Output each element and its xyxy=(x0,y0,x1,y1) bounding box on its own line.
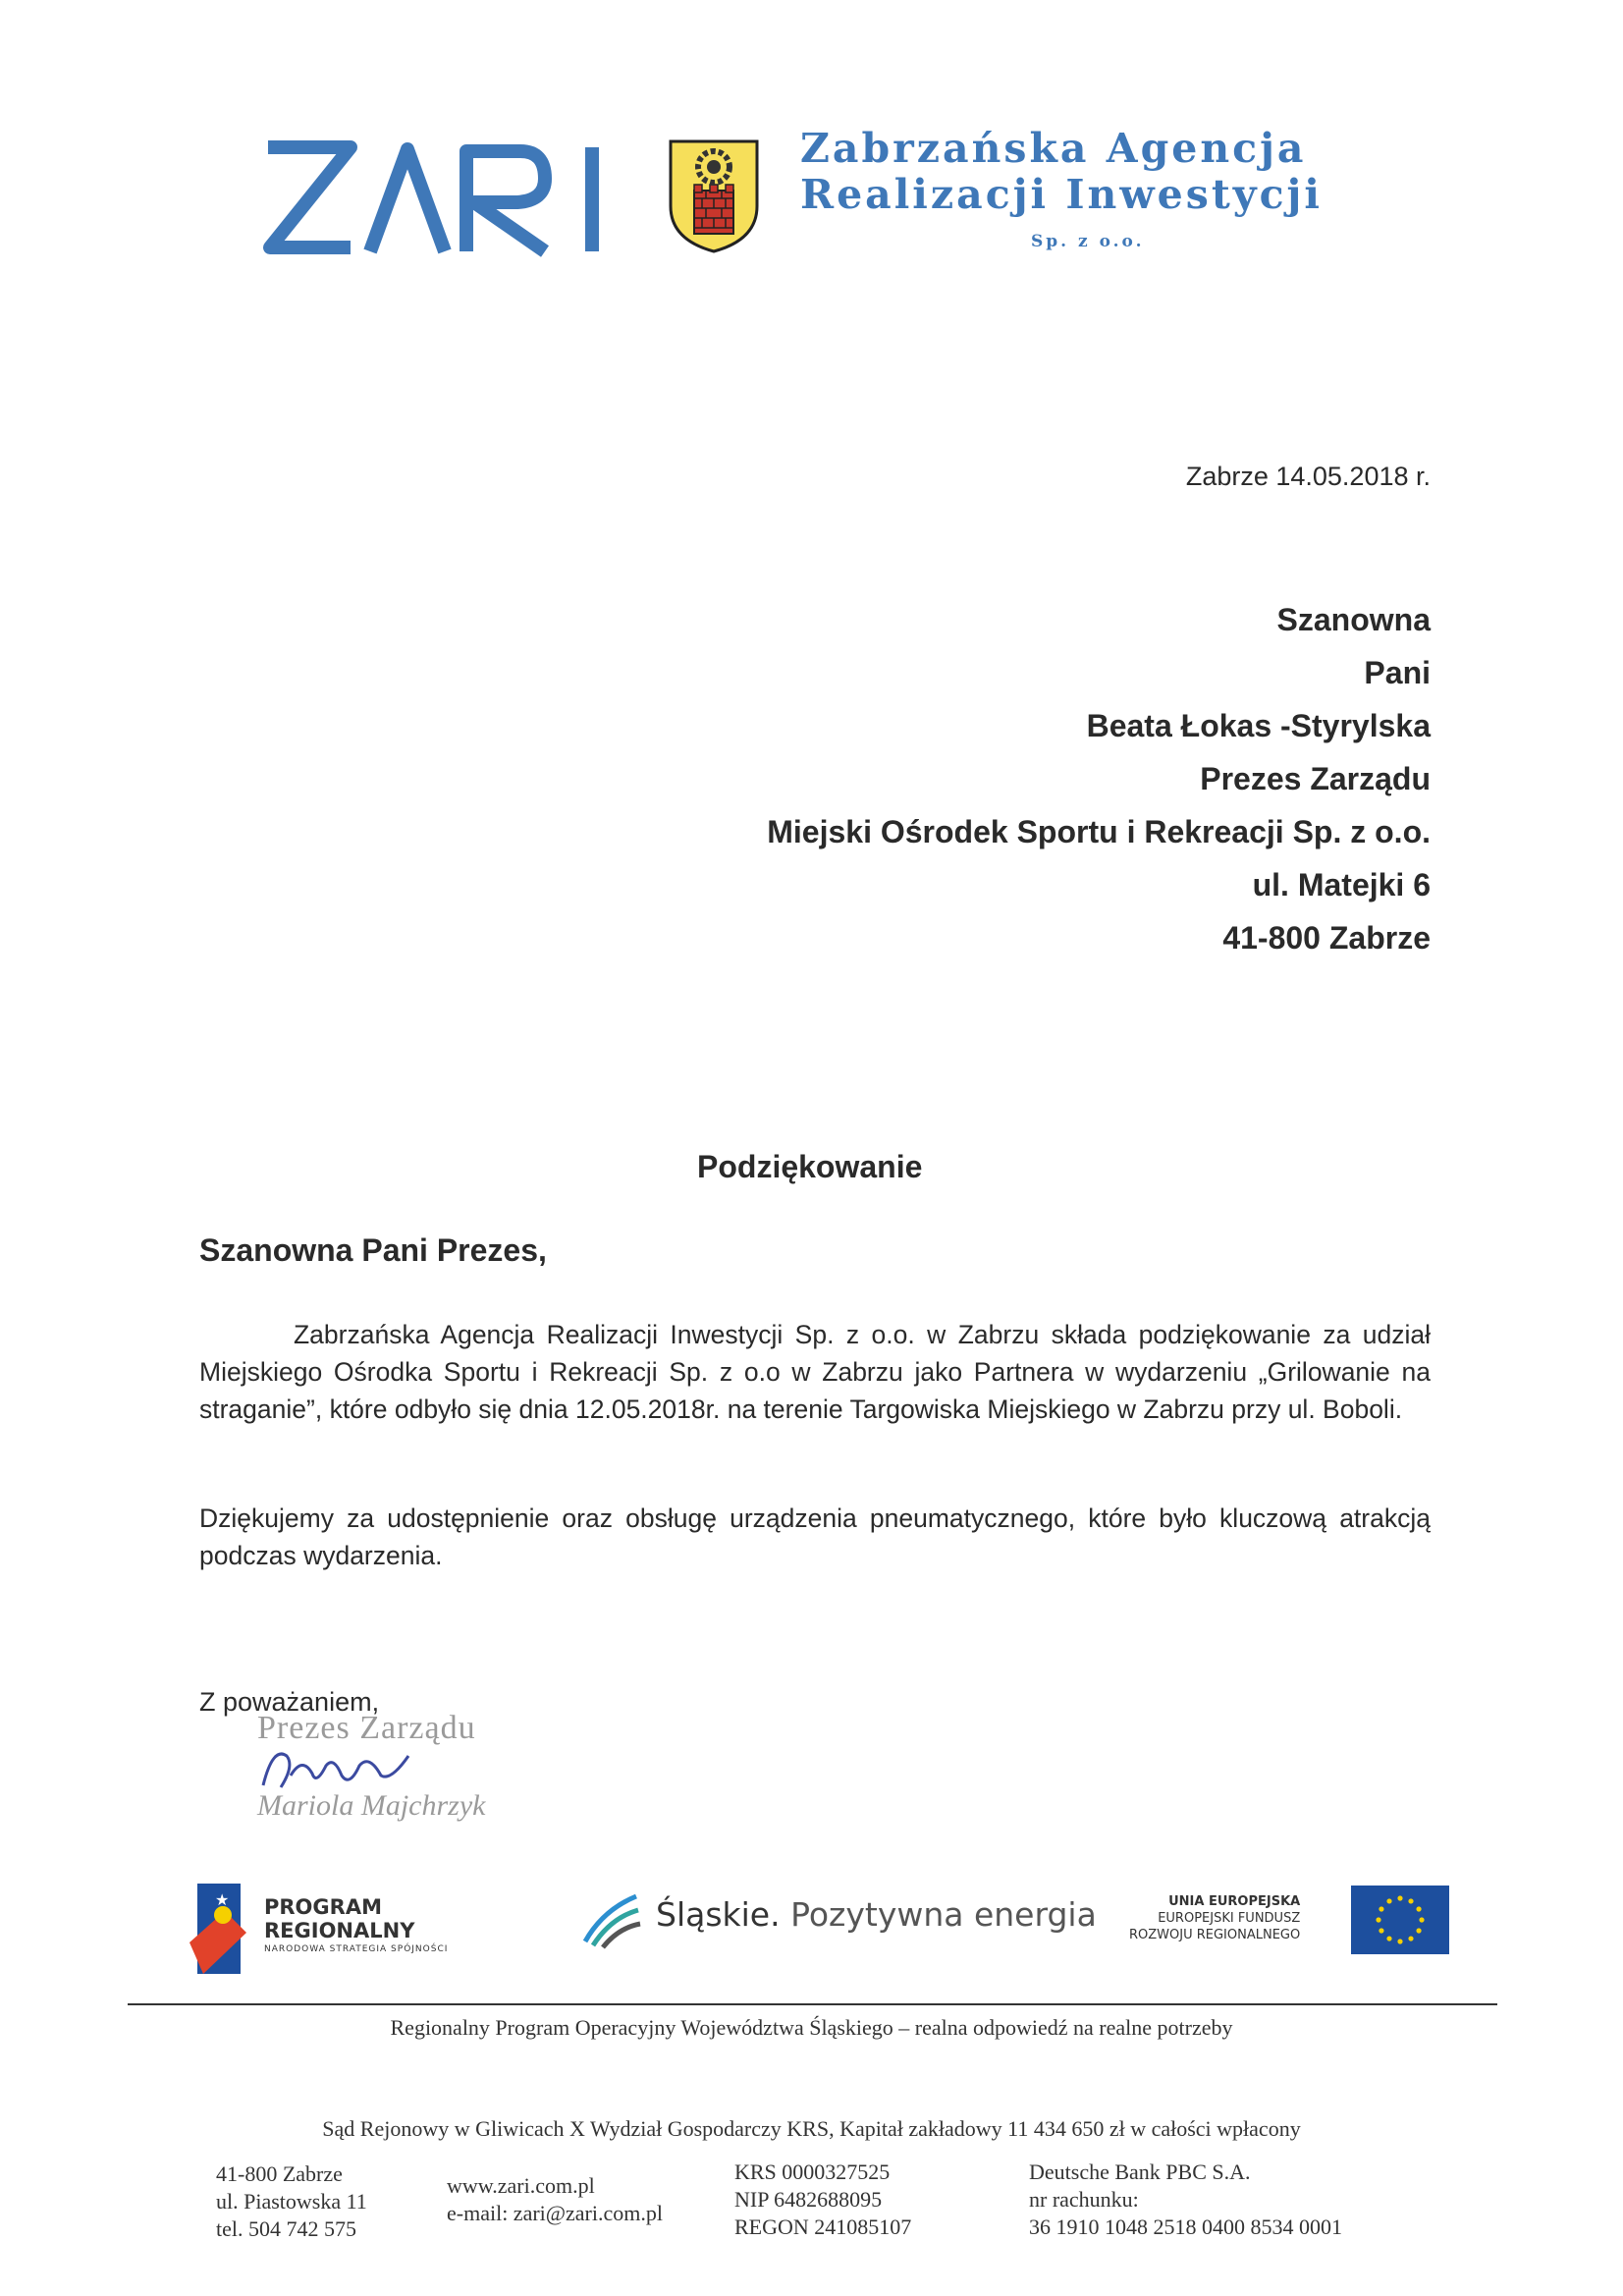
paragraph-1-text: Zabrzańska Agencja Realizacji Inwestycji Sp. z o.o. w Zabrzu składa podziękowanie za udział Miejskiego Ośrodka Sportu i Rekreacji Sp. z o.o w Zabrzu jako Partnera w wydarzeniu „Grilowanie na straganie”, które odbyło się dnia 12.05.2018r. na terenie Targowiska Miejskiego w Zabrzu przy ul. Boboli. xyxy=(199,1320,1431,1424)
eu-star-icon xyxy=(1408,1898,1413,1903)
account-label: nr rachunku: xyxy=(1029,2187,1139,2212)
letter-subject: Podziękowanie xyxy=(697,1149,923,1184)
agency-name-line1: Zabrzańska Agencja xyxy=(800,125,1307,172)
footer-divider xyxy=(128,2003,1497,2005)
zari-logo xyxy=(260,137,633,260)
eu-star-icon xyxy=(1408,1936,1413,1941)
bank-name: Deutsche Bank PBC S.A. xyxy=(1029,2159,1251,2184)
krs-number: KRS 0000327525 xyxy=(734,2159,891,2184)
footer-web xyxy=(447,2172,663,2227)
recipient-organization: Miejski Ośrodek Sportu i Rekreacji Sp. z o.o. xyxy=(767,814,1431,849)
slaskie-brand xyxy=(656,1895,1097,1934)
recipient-street: ul. Matejki 6 xyxy=(1252,867,1431,902)
recipient-line: Pani xyxy=(1364,655,1431,690)
eu-star-icon xyxy=(1416,1928,1421,1933)
ue-line-3: ROZWOJU REGIONALNEGO xyxy=(1129,1928,1301,1942)
slaskie-slogan: Pozytywna energia xyxy=(790,1895,1097,1934)
program-label: PROGRAM xyxy=(264,1895,382,1919)
email-link[interactable]: e-mail: zari@zari.com.pl xyxy=(447,2201,663,2225)
letter-paragraph-2: Dziękujemy za udostępnienie oraz obsługę urządzenia pneumatycznego, które było kluczową atrakcją podczas wydarzenia. xyxy=(199,1503,1431,1570)
eu-star-icon xyxy=(1416,1906,1421,1911)
agency-legal-form: Sp. z o.o. xyxy=(1031,232,1145,251)
website-link[interactable]: www.zari.com.pl xyxy=(447,2173,595,2198)
account-number: 36 1910 1048 2518 0400 8534 0001 xyxy=(1029,2214,1342,2239)
nip-number: NIP 6482688095 xyxy=(734,2187,883,2212)
ue-text xyxy=(1129,1893,1300,1943)
address-phone: tel. 504 742 575 xyxy=(216,2216,356,2241)
slaskie-name: Śląskie. xyxy=(656,1895,781,1934)
eu-star-icon xyxy=(1379,1906,1383,1911)
ue-line-2: EUROPEJSKI FUNDUSZ xyxy=(1158,1911,1301,1926)
svg-text:★: ★ xyxy=(215,1890,230,1909)
recipient-name: Beata Łokas -Styrylska xyxy=(1086,708,1431,743)
eu-flag-icon xyxy=(1351,1886,1449,1954)
eu-star-icon xyxy=(1397,1939,1402,1943)
eu-star-icon xyxy=(1379,1928,1383,1933)
footer-bank xyxy=(1029,2159,1342,2241)
address-street: ul. Piastowska 11 xyxy=(216,2189,367,2214)
agency-name-line2: Realizacji Inwestycji xyxy=(800,171,1323,218)
recipient-line: Szanowna xyxy=(1276,602,1431,637)
eu-star-icon xyxy=(1376,1917,1380,1922)
svg-text:Prezes Zarządu: Prezes Zarządu xyxy=(257,1710,476,1746)
slaskie-logo-icon xyxy=(579,1890,642,1949)
letter-date: Zabrze 14.05.2018 r. xyxy=(1185,462,1431,491)
eu-star-icon xyxy=(1386,1898,1391,1903)
svg-text:Mariola Majchrzyk: Mariola Majchrzyk xyxy=(257,1789,486,1822)
regon-number: REGON 241085107 xyxy=(734,2214,912,2239)
letter-salutation: Szanowna Pani Prezes, xyxy=(199,1232,547,1268)
regionalny-label: REGIONALNY xyxy=(264,1919,415,1942)
recipient-block xyxy=(767,593,1431,964)
program-regionalny-icon xyxy=(189,1884,258,1974)
eu-star-icon xyxy=(1397,1895,1402,1900)
eu-star-icon xyxy=(1419,1917,1424,1922)
agency-name xyxy=(800,126,1323,218)
letter-paragraph-1 xyxy=(199,1316,1431,1428)
letter-closing: Z poważaniem, xyxy=(199,1687,380,1717)
court-registration: Sąd Rejonowy w Gliwicach X Wydział Gospodarczy KRS, Kapitał zakładowy 11 434 650 zł w całości wpłacony xyxy=(322,2116,1301,2141)
address-city: 41-800 Zabrze xyxy=(216,2161,343,2186)
footer-address xyxy=(216,2160,367,2243)
footer-registry xyxy=(734,2159,911,2241)
recipient-title: Prezes Zarządu xyxy=(1200,761,1431,796)
eu-star-icon xyxy=(1386,1936,1391,1941)
recipient-city: 41-800 Zabrze xyxy=(1222,920,1431,956)
signature-stamp xyxy=(243,1697,538,1825)
ue-line-1: UNIA EUROPEJSKA xyxy=(1168,1894,1301,1909)
rpo-slogan: Regionalny Program Operacyjny Województwa Śląskiego – realna odpowiedź na realne potrzeby xyxy=(390,2015,1233,2040)
nss-label: NARODOWA STRATEGIA SPÓJNOŚCI xyxy=(264,1944,449,1954)
city-crest-icon xyxy=(665,137,763,253)
